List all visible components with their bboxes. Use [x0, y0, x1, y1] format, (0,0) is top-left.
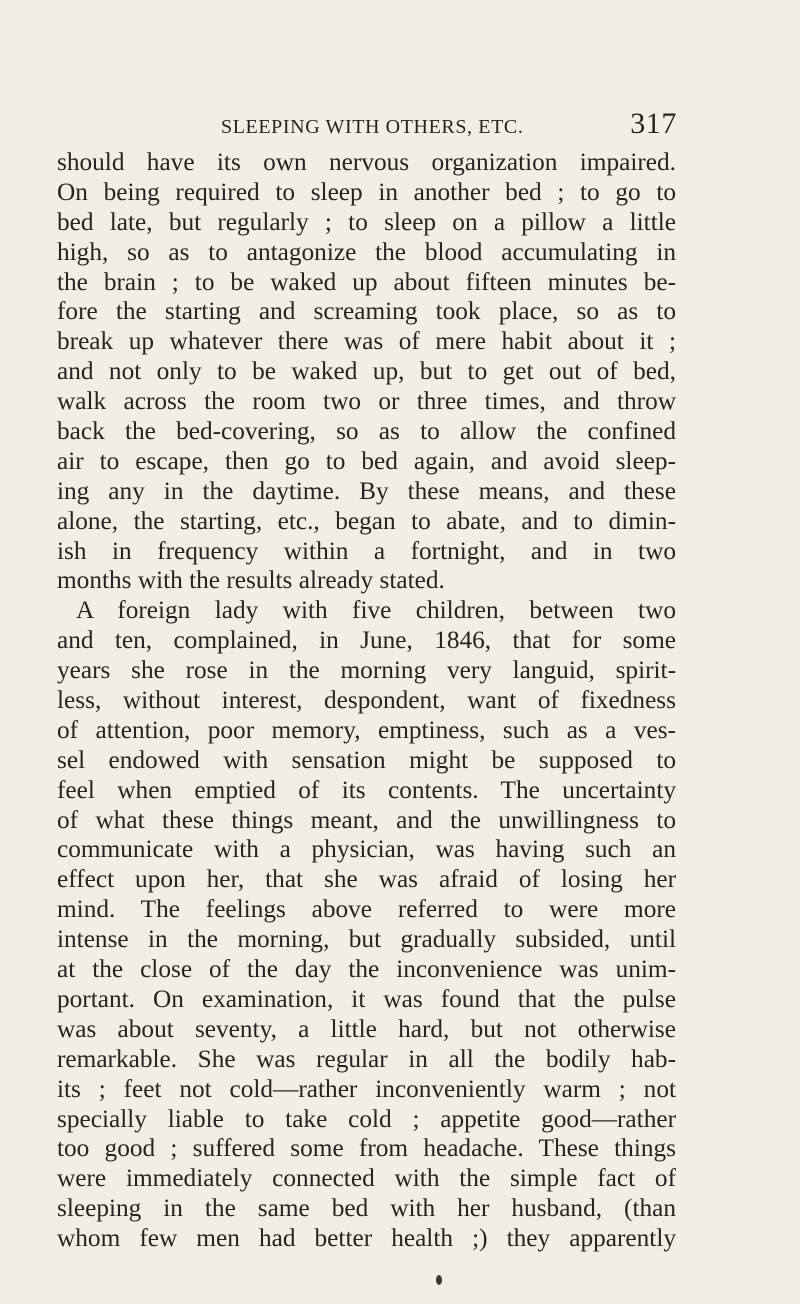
text-line: sleeping in the same bed with her husband, (than [57, 1194, 676, 1223]
text-line: too good ; suffered some from headache. These things [57, 1134, 676, 1163]
text-line: and not only to be waked up, but to get out of bed, [57, 357, 676, 386]
text-line: mind. The feelings above referred to were more [57, 895, 676, 924]
text-line: alone, the starting, etc., began to abate, and to dimin- [57, 506, 676, 535]
body-text [57, 148, 676, 1254]
text-line: bed late, but regularly ; to sleep on a pillow a little [57, 207, 676, 236]
text-line: portant. On examination, it was found that the pulse [57, 984, 676, 1013]
running-head-title: SLEEPING WITH OTHERS, ETC. [221, 116, 524, 138]
text-line: On being required to sleep in another bed ; to go to [57, 177, 676, 206]
text-line: less, without interest, despondent, want of fixedness [57, 686, 676, 715]
text-line: fore the starting and screaming took place, so as to [57, 297, 676, 326]
text-line: years she rose in the morning very languid, spirit- [57, 656, 676, 685]
text-line: ing any in the daytime. By these means, and these [57, 476, 676, 505]
paragraph-first-line: A foreign lady with five children, between two [76, 596, 676, 625]
text-line: of attention, poor memory, emptiness, such as a ves- [57, 715, 676, 744]
text-line: communicate with a physician, was having such an [57, 835, 676, 864]
text-line: was about seventy, a little hard, but not otherwise [57, 1014, 676, 1043]
page-number: 317 [630, 107, 677, 140]
text-line: high, so as to antagonize the blood accumulating in [57, 237, 676, 266]
text-line: ish in frequency within a fortnight, and in two [57, 536, 676, 565]
paragraph-last-line: months with the results already stated. [57, 566, 445, 595]
text-line: at the close of the day the inconvenience was unim- [57, 955, 676, 984]
running-head [221, 107, 677, 142]
text-line: sel endowed with sensation might be supposed to [57, 745, 676, 774]
text-line: back the bed-covering, so as to allow the confined [57, 417, 676, 446]
text-line: specially liable to take cold ; appetite good—rather [57, 1104, 676, 1133]
text-line: the brain ; to be waked up about fifteen minutes be- [57, 267, 676, 296]
text-line: and ten, complained, in June, 1846, that for some [57, 626, 676, 655]
text-line: effect upon her, that she was afraid of losing her [57, 865, 676, 894]
text-line: break up whatever there was of mere habit about it ; [57, 327, 676, 356]
ink-speck [436, 1275, 442, 1285]
text-line: of what these things meant, and the unwillingness to [57, 805, 676, 834]
text-line: should have its own nervous organization impaired. [57, 148, 676, 176]
text-line: its ; feet not cold—rather inconveniently warm ; not [57, 1074, 676, 1103]
text-line: intense in the morning, but gradually subsided, until [57, 925, 676, 954]
text-line: were immediately connected with the simple fact of [57, 1164, 676, 1193]
text-line: remarkable. She was regular in all the bodily hab- [57, 1044, 676, 1073]
text-line: air to escape, then go to bed again, and avoid sleep- [57, 446, 676, 475]
text-line: walk across the room two or three times, and throw [57, 387, 676, 416]
text-line: feel when emptied of its contents. The uncertainty [57, 775, 676, 804]
text-line: whom few men had better health ;) they apparently [57, 1224, 676, 1253]
